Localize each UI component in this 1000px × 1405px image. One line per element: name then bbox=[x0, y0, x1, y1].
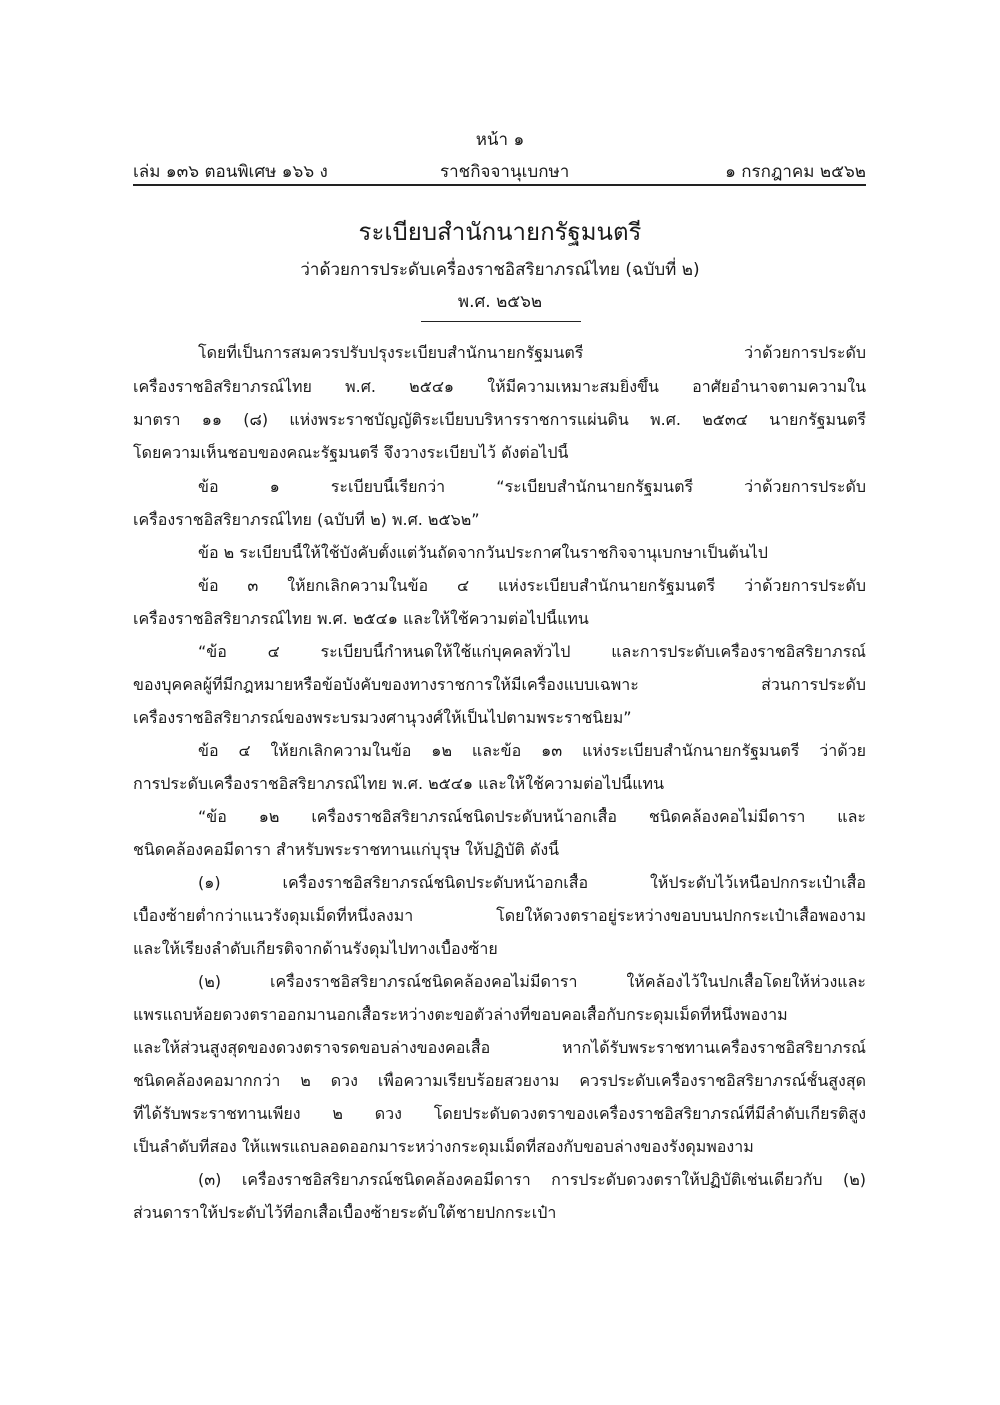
title-divider bbox=[421, 321, 581, 322]
body-line: เครื่องราชอิสริยาภรณ์ไทย พ.ศ. ๒๕๔๑ ให้มีความเหมาะสมยิ่งขึ้น อาศัยอำนาจตามความใน bbox=[133, 377, 866, 396]
body-line: ข้อ ๑ ระเบียบนี้เรียกว่า “ระเบียบสำนักนายกรัฐมนตรี ว่าด้วยการประดับ bbox=[198, 477, 866, 496]
body-line: (๒) เครื่องราชอิสริยาภรณ์ชนิดคล้องคอไม่มีดารา ให้คล้องไว้ในปกเสื้อโดยให้ห่วงและ bbox=[198, 972, 866, 991]
body-line: ข้อ ๓ ให้ยกเลิกความในข้อ ๔ แห่งระเบียบสำนักนายกรัฐมนตรี ว่าด้วยการประดับ bbox=[198, 576, 866, 595]
gazette-header bbox=[133, 158, 866, 186]
body-line: เครื่องราชอิสริยาภรณ์ไทย (ฉบับที่ ๒) พ.ศ. ๒๕๖๒” bbox=[133, 510, 480, 529]
body-line: แพรแถบห้อยดวงตราออกมานอกเสื้อระหว่างตะขอตัวล่างที่ขอบคอเสื้อกับกระดุมเม็ดที่หนึ่งพองาม bbox=[133, 1005, 788, 1024]
body-line: (๑) เครื่องราชอิสริยาภรณ์ชนิดประดับหน้าอกเสื้อ ให้ประดับไว้เหนือปกกระเป๋าเสื้อ bbox=[198, 873, 866, 892]
body-line: โดยความเห็นชอบของคณะรัฐมนตรี จึงวางระเบียบไว้ ดังต่อไปนี้ bbox=[133, 443, 569, 462]
page-number: หน้า ๑ bbox=[475, 130, 525, 150]
publish-date: ๑ กรกฎาคม ๒๕๖๒ bbox=[725, 162, 866, 182]
body-line: ข้อ ๔ ให้ยกเลิกความในข้อ ๑๒ และข้อ ๑๓ แห่งระเบียบสำนักนายกรัฐมนตรี ว่าด้วย bbox=[198, 741, 866, 760]
body-line: “ข้อ ๔ ระเบียบนี้กำหนดให้ใช้แก่บุคคลทั่วไป และการประดับเครื่องราชอิสริยาภรณ์ bbox=[198, 642, 866, 661]
volume-issue: เล่ม ๑๓๖ ตอนพิเศษ ๑๖๖ ง bbox=[133, 162, 328, 182]
body-line: ชนิดคล้องคอมีดารา สำหรับพระราชทานแก่บุรุษ ให้ปฏิบัติ ดังนี้ bbox=[133, 840, 560, 859]
body-line: โดยที่เป็นการสมควรปรับปรุงระเบียบสำนักนายกรัฐมนตรี ว่าด้วยการประดับ bbox=[198, 343, 866, 362]
body-line: เครื่องราชอิสริยาภรณ์ของพระบรมวงศานุวงศ์ให้เป็นไปตามพระราชนิยม” bbox=[133, 708, 632, 727]
body-line: เป็นลำดับที่สอง ให้แพรแถบลอดออกมาระหว่างกระดุมเม็ดที่สองกับขอบล่างของรังดุมพองาม bbox=[133, 1137, 754, 1156]
body-line: เครื่องราชอิสริยาภรณ์ไทย พ.ศ. ๒๕๔๑ และให้ใช้ความต่อไปนี้แทน bbox=[133, 609, 589, 628]
body-line: (๓) เครื่องราชอิสริยาภรณ์ชนิดคล้องคอมีดารา การประดับดวงตราให้ปฏิบัติเช่นเดียวกับ (๒) bbox=[198, 1170, 866, 1189]
body-line: และให้เรียงลำดับเกียรติจากด้านรังดุมไปทางเบื้องซ้าย bbox=[133, 939, 498, 958]
body-line: ของบุคคลผู้ที่มีกฎหมายหรือข้อบังคับของทางราชการให้มีเครื่องแบบเฉพาะ ส่วนการประดับ bbox=[133, 675, 866, 694]
body-line: มาตรา ๑๑ (๘) แห่งพระราชบัญญัติระเบียบบริหารราชการแผ่นดิน พ.ศ. ๒๕๓๔ นายกรัฐมนตรี bbox=[133, 410, 866, 429]
document-year: พ.ศ. ๒๕๖๒ bbox=[457, 292, 543, 312]
body-line: ชนิดคล้องคอมากกว่า ๒ ดวง เพื่อความเรียบร้อยสวยงาม ควรประดับเครื่องราชอิสริยาภรณ์ชั้นสูงสุด bbox=[133, 1071, 866, 1090]
gazette-name: ราชกิจจานุเบกษา bbox=[440, 162, 570, 182]
body-line: ที่ได้รับพระราชทานเพียง ๒ ดวง โดยประดับดวงตราของเครื่องราชอิสริยาภรณ์ที่มีลำดับเกียรติสูง bbox=[133, 1104, 866, 1123]
document-title: ระเบียบสำนักนายกรัฐมนตรี bbox=[358, 218, 642, 246]
document-subtitle: ว่าด้วยการประดับเครื่องราชอิสริยาภรณ์ไทย (ฉบับที่ ๒) bbox=[300, 260, 700, 280]
body-line: การประดับเครื่องราชอิสริยาภรณ์ไทย พ.ศ. ๒๕๔๑ และให้ใช้ความต่อไปนี้แทน bbox=[133, 774, 665, 793]
body-line: และให้ส่วนสูงสุดของดวงตราจรดขอบล่างของคอเสื้อ หากได้รับพระราชทานเครื่องราชอิสริยาภรณ์ bbox=[133, 1038, 866, 1057]
body-line: เบื้องซ้ายต่ำกว่าแนวรังดุมเม็ดที่หนึ่งลงมา โดยให้ดวงตราอยู่ระหว่างขอบบนปกกระเป๋าเสื้อพองาม bbox=[133, 906, 866, 925]
body-line: ข้อ ๒ ระเบียบนี้ให้ใช้บังคับตั้งแต่วันถัดจากวันประกาศในราชกิจจานุเบกษาเป็นต้นไป bbox=[198, 543, 768, 562]
body-line: ส่วนดาราให้ประดับไว้ที่อกเสื้อเบื้องซ้ายระดับใต้ชายปกกระเป๋า bbox=[133, 1203, 557, 1222]
body-line: “ข้อ ๑๒ เครื่องราชอิสริยาภรณ์ชนิดประดับหน้าอกเสื้อ ชนิดคล้องคอไม่มีดารา และ bbox=[198, 807, 866, 826]
